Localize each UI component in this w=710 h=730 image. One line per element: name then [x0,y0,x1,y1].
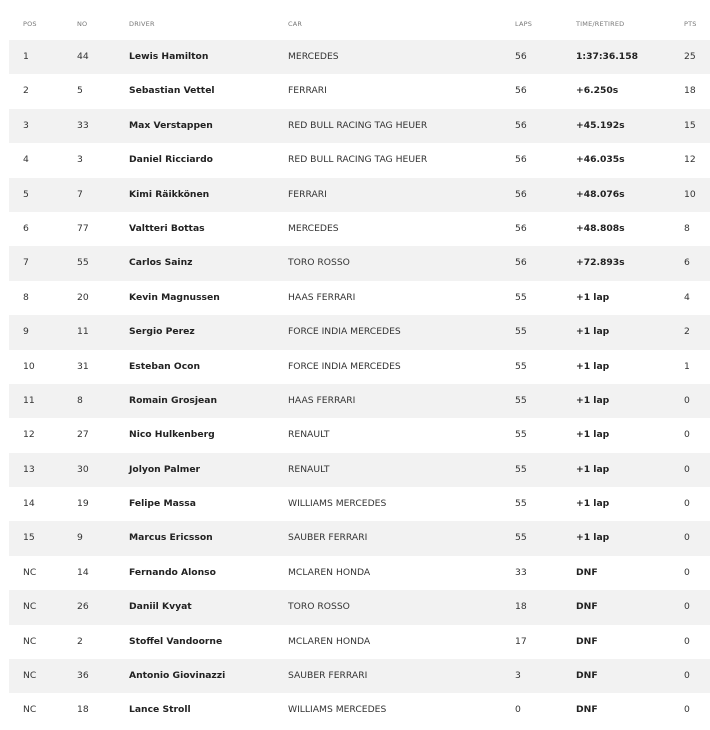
cell-laps: 56 [515,222,527,234]
cell-laps: 55 [515,360,527,372]
cell-time: DNF [576,635,598,647]
cell-time: +1 lap [576,360,610,372]
table-header [9,0,710,40]
table-row [9,178,710,212]
cell-driver: Valtteri Bottas [129,222,205,234]
cell-no: 30 [77,463,89,475]
cell-no: 27 [77,429,89,441]
cell-no: 55 [77,257,89,269]
cell-pts: 0 [684,670,690,682]
table-row [9,384,710,418]
cell-time: +6.250s [576,85,619,97]
cell-pos: NC [23,635,37,647]
cell-laps: 33 [515,566,527,578]
cell-laps: 17 [515,635,527,647]
cell-no: 31 [77,360,89,372]
cell-car: MCLAREN HONDA [288,635,371,647]
cell-no: 9 [77,532,83,544]
cell-driver: Antonio Giovinazzi [129,670,226,682]
cell-laps: 55 [515,326,527,338]
table-row [9,625,710,659]
cell-time: DNF [576,704,598,716]
table-body [9,40,710,728]
cell-pos: NC [23,566,37,578]
cell-pts: 0 [684,601,690,613]
table-row [9,590,710,624]
header-laps: LAPS [515,20,533,28]
table-row [9,40,710,74]
cell-time: +46.035s [576,154,625,166]
cell-no: 44 [77,51,89,62]
cell-pos: NC [23,601,37,613]
cell-pts: 0 [684,463,690,475]
cell-pos: 9 [23,326,29,338]
cell-time: +1 lap [576,532,610,544]
cell-pts: 8 [684,222,690,234]
cell-pos: 14 [23,498,35,510]
cell-laps: 55 [515,532,527,544]
cell-no: 20 [77,291,89,303]
cell-pos: NC [23,670,37,682]
cell-car: FORCE INDIA MERCEDES [288,360,401,372]
cell-no: 8 [77,394,83,406]
cell-laps: 55 [515,498,527,510]
cell-time: +48.808s [576,222,625,234]
table-row [9,212,710,246]
cell-pos: 7 [23,257,29,269]
cell-pts: 0 [684,532,690,544]
cell-no: 33 [77,119,89,131]
cell-pts: 0 [684,704,690,716]
cell-car: HAAS FERRARI [288,291,356,303]
cell-pts: 0 [684,394,690,406]
cell-pts: 4 [684,291,690,303]
table-row [9,521,710,555]
cell-time: +1 lap [576,498,610,510]
cell-driver: Fernando Alonso [129,566,216,578]
header-no: NO [77,20,88,28]
cell-pos: 3 [23,119,29,131]
cell-pos: 12 [23,429,35,441]
cell-no: 3 [77,154,83,166]
cell-driver: Lewis Hamilton [129,51,209,62]
cell-time: DNF [576,601,598,613]
cell-laps: 18 [515,601,527,613]
cell-driver: Kevin Magnussen [129,291,220,303]
header-time: TIME/RETIRED [576,20,625,28]
cell-car: SAUBER FERRARI [288,670,368,682]
cell-car: RENAULT [288,429,330,441]
cell-car: SAUBER FERRARI [288,532,368,544]
cell-pts: 0 [684,635,690,647]
cell-pos: 1 [23,51,29,62]
cell-pos: 15 [23,532,35,544]
table-row [9,556,710,590]
cell-pts: 0 [684,566,690,578]
cell-pos: 2 [23,85,29,97]
cell-no: 7 [77,188,83,200]
cell-car: FERRARI [288,188,327,200]
cell-driver: Sergio Perez [129,326,195,338]
cell-laps: 55 [515,429,527,441]
cell-laps: 55 [515,394,527,406]
table-row [9,74,710,108]
header-driver: DRIVER [129,20,155,28]
cell-pts: 0 [684,429,690,441]
cell-time: +45.192s [576,119,625,131]
header-car: CAR [288,20,303,28]
table-row [9,659,710,693]
cell-laps: 0 [515,704,521,716]
cell-driver: Daniil Kvyat [129,601,192,613]
cell-laps: 56 [515,119,527,131]
cell-time: +72.893s [576,257,625,269]
cell-no: 18 [77,704,89,716]
cell-laps: 56 [515,154,527,166]
cell-car: TORO ROSSO [288,601,350,613]
table-row [9,453,710,487]
cell-car: TORO ROSSO [288,257,350,269]
cell-pts: 0 [684,498,690,510]
cell-pos: 6 [23,222,29,234]
cell-no: 77 [77,222,89,234]
cell-pos: 8 [23,291,29,303]
header-pts: PTS [684,20,697,28]
cell-pts: 12 [684,154,696,166]
cell-time: DNF [576,566,598,578]
cell-no: 36 [77,670,89,682]
table-row [9,350,710,384]
cell-driver: Kimi Räikkönen [129,188,210,200]
cell-no: 14 [77,566,89,578]
cell-pts: 18 [684,85,696,97]
cell-car: FERRARI [288,85,327,97]
table-row [9,693,710,727]
cell-car: MCLAREN HONDA [288,566,371,578]
table-row [9,487,710,521]
cell-pos: 4 [23,154,29,166]
cell-car: RED BULL RACING TAG HEUER [288,154,428,166]
cell-car: WILLIAMS MERCEDES [288,704,387,716]
cell-pos: 11 [23,394,35,406]
cell-laps: 56 [515,257,527,269]
cell-no: 2 [77,635,83,647]
table-row [9,315,710,349]
cell-driver: Marcus Ericsson [129,532,213,544]
cell-laps: 56 [515,51,527,62]
cell-pos: 10 [23,360,35,372]
cell-pos: NC [23,704,37,716]
cell-driver: Stoffel Vandoorne [129,635,223,647]
cell-pos: 13 [23,463,35,475]
cell-driver: Carlos Sainz [129,257,193,269]
cell-pts: 15 [684,119,696,131]
cell-no: 11 [77,326,89,338]
table-row [9,109,710,143]
cell-time: +1 lap [576,291,610,303]
results-table [9,0,710,728]
cell-driver: Max Verstappen [129,119,213,131]
header-pos: POS [23,20,37,28]
cell-time: 1:37:36.158 [576,51,638,62]
cell-car: RENAULT [288,463,330,475]
cell-time: +1 lap [576,326,610,338]
cell-driver: Nico Hulkenberg [129,429,215,441]
cell-time: DNF [576,670,598,682]
cell-pts: 1 [684,360,690,372]
cell-time: +1 lap [576,394,610,406]
cell-laps: 56 [515,188,527,200]
cell-pts: 6 [684,257,690,269]
cell-driver: Esteban Ocon [129,360,200,372]
cell-car: MERCEDES [288,222,339,234]
cell-laps: 56 [515,85,527,97]
cell-driver: Felipe Massa [129,498,196,510]
cell-pts: 2 [684,326,690,338]
cell-time: +1 lap [576,429,610,441]
cell-laps: 3 [515,670,521,682]
table-row [9,418,710,452]
cell-car: HAAS FERRARI [288,394,356,406]
cell-time: +48.076s [576,188,625,200]
cell-pts: 10 [684,188,696,200]
cell-car: FORCE INDIA MERCEDES [288,326,401,338]
cell-driver: Lance Stroll [129,704,191,716]
cell-car: WILLIAMS MERCEDES [288,498,387,510]
cell-driver: Daniel Ricciardo [129,154,213,166]
cell-pos: 5 [23,188,29,200]
table-row [9,143,710,177]
cell-laps: 55 [515,291,527,303]
cell-driver: Romain Grosjean [129,394,218,406]
cell-car: MERCEDES [288,51,339,62]
cell-pts: 25 [684,51,696,62]
cell-driver: Jolyon Palmer [129,463,201,475]
cell-no: 5 [77,85,83,97]
cell-laps: 55 [515,463,527,475]
cell-no: 26 [77,601,89,613]
cell-car: RED BULL RACING TAG HEUER [288,119,428,131]
table-row [9,246,710,280]
cell-driver: Sebastian Vettel [129,85,215,97]
table-row [9,281,710,315]
cell-no: 19 [77,498,89,510]
cell-time: +1 lap [576,463,610,475]
